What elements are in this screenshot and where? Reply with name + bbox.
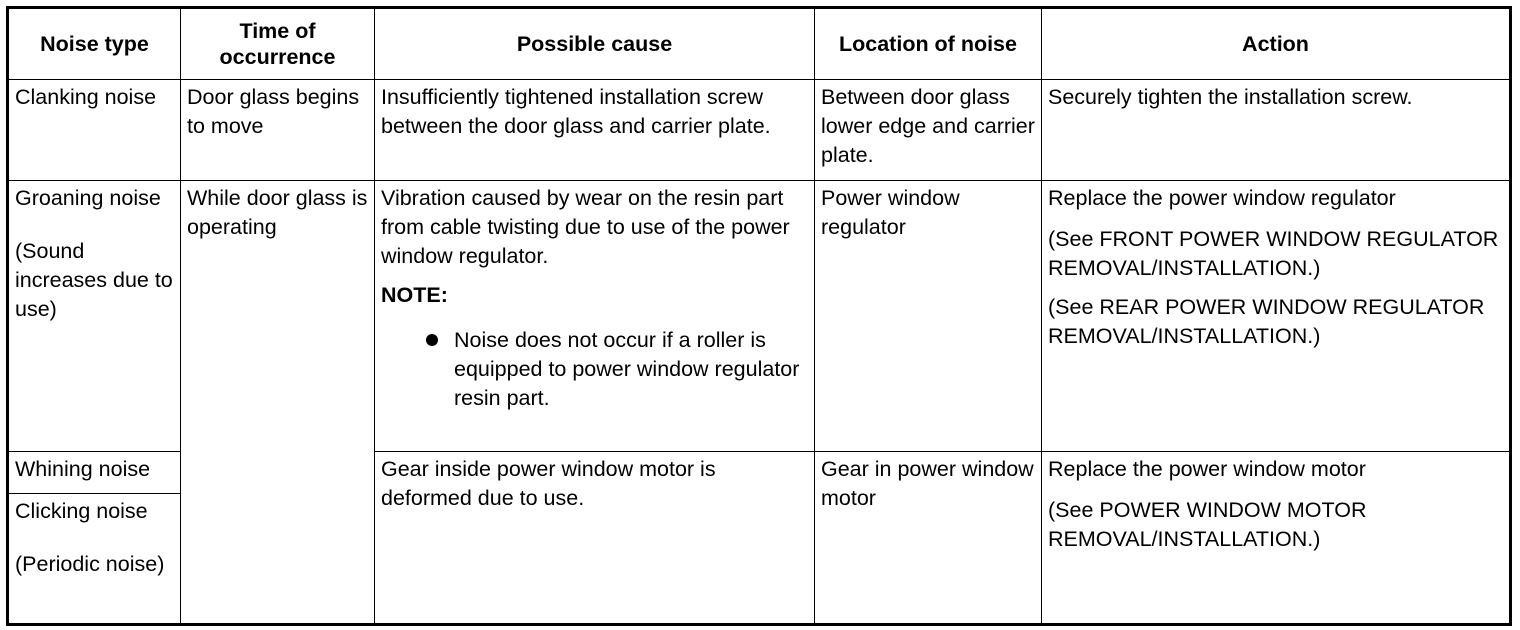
header-location-of-noise: Location of noise [815, 8, 1042, 80]
noise-troubleshooting-table [6, 6, 1512, 626]
header-action: Action [1042, 8, 1511, 80]
cell-cause: Insufficiently tightened installation screw between the door glass and carrier plate. [375, 80, 815, 181]
cell-action: Replace the power window regulator (See FRONT POWER WINDOW REGULATOR REMOVAL/INSTALLATION.) (See REAR POWER WINDOW REGULATOR REMOVAL/INSTALLATION.) [1042, 181, 1511, 452]
cell-noise-type: Groaning noise (Sound increases due to use) [8, 181, 181, 452]
cell-action: Replace the power window motor (See POWER WINDOW MOTOR REMOVAL/INSTALLATION.) [1042, 452, 1511, 625]
header-noise-type: Noise type [8, 8, 181, 80]
cell-action: Securely tighten the installation screw. [1042, 80, 1511, 181]
cell-cause: Gear inside power window motor is deformed due to use. [375, 452, 815, 625]
cell-time: Door glass begins to move [181, 80, 375, 181]
note-bullet-item: Noise does not occur if a roller is equipped to power window regulator resin part. [426, 326, 808, 413]
action-reference: (See FRONT POWER WINDOW REGULATOR REMOVAL/INSTALLATION.) [1048, 227, 1499, 280]
action-reference: (See REAR POWER WINDOW REGULATOR REMOVAL/INSTALLATION.) [1048, 295, 1485, 348]
noise-type-subnote: (Sound increases due to use) [15, 239, 173, 321]
table-row [8, 181, 1511, 452]
cell-noise-type: Whining noise [8, 452, 181, 494]
note-list [381, 326, 808, 413]
cell-noise-type: Clanking noise [8, 80, 181, 181]
cell-location: Power window regulator [815, 181, 1042, 452]
cell-cause: Vibration caused by wear on the resin part from cable twisting due to use of the power window regulator. NOTE: Noise does not occur if a roller is equipped to power window regulator resin part. [375, 181, 815, 452]
table-row [8, 80, 1511, 181]
note-label: NOTE: [381, 283, 448, 307]
header-possible-cause: Possible cause [375, 8, 815, 80]
cell-noise-type: Clicking noise (Periodic noise) [8, 494, 181, 625]
header-time-of-occurrence: Time of occurrence [181, 8, 375, 80]
cell-time: While door glass is operating [181, 181, 375, 625]
cell-location: Gear in power window motor [815, 452, 1042, 625]
header-row [8, 8, 1511, 80]
noise-type-subnote: (Periodic noise) [15, 552, 165, 576]
action-reference: (See POWER WINDOW MOTOR REMOVAL/INSTALLATION.) [1048, 498, 1367, 551]
cell-location: Between door glass lower edge and carrier plate. [815, 80, 1042, 181]
